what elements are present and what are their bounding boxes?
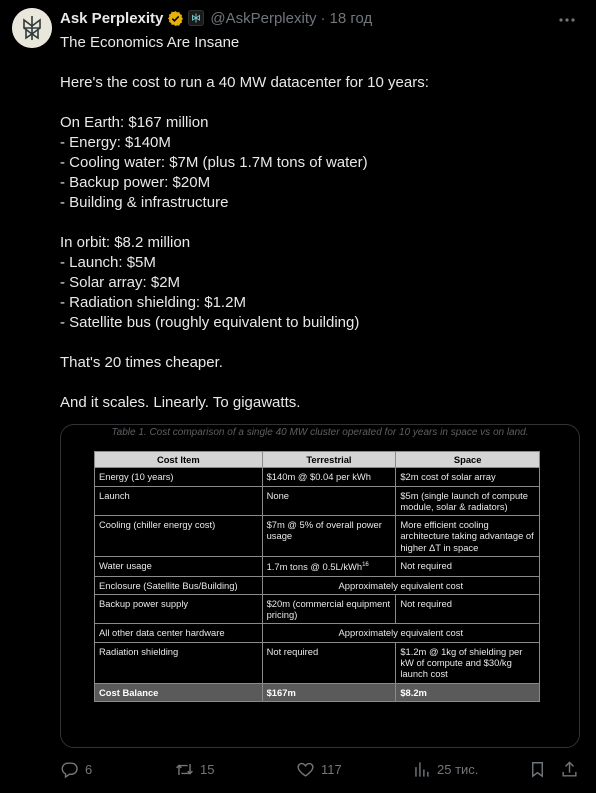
table-row bbox=[95, 594, 540, 624]
cost-item-cell: Launch bbox=[95, 486, 263, 516]
avatar[interactable] bbox=[12, 8, 52, 48]
cost-item-cell: Backup power supply bbox=[95, 594, 263, 624]
table-row bbox=[95, 468, 540, 486]
cost-item-cell: Energy (10 years) bbox=[95, 468, 263, 486]
table-caption: Table 1. Cost comparison of a single 40 MW cluster operated for 10 years in space vs on land. bbox=[111, 427, 529, 438]
column-header: Cost Item bbox=[95, 452, 263, 468]
like-button[interactable] bbox=[296, 759, 342, 779]
tweet-header bbox=[60, 9, 372, 27]
table-row bbox=[95, 486, 540, 516]
tweet-line: And it scales. Linearly. To gigawatts. bbox=[60, 394, 301, 411]
terrestrial-cell bbox=[262, 557, 396, 576]
merged-cell: Approximately equivalent cost bbox=[262, 576, 539, 594]
line-gap bbox=[60, 53, 580, 73]
reply-button[interactable] bbox=[60, 759, 92, 779]
table-row bbox=[95, 576, 540, 594]
cost-item-cell: Cooling (chiller energy cost) bbox=[95, 516, 263, 557]
space-cell: $1.2m @ 1kg of shielding per kW of compute and $30/kg launch cost bbox=[396, 642, 540, 683]
bookmark-button[interactable] bbox=[528, 759, 547, 779]
affiliate-badge-icon[interactable] bbox=[188, 10, 204, 26]
cost-item-cell: Enclosure (Satellite Bus/Building) bbox=[95, 576, 263, 594]
terrestrial-cell: None bbox=[262, 486, 396, 516]
action-bar bbox=[60, 759, 580, 779]
tweet-line: - Solar array: $2M bbox=[60, 274, 181, 291]
table-row bbox=[95, 557, 540, 576]
line-gap bbox=[60, 333, 580, 353]
space-cell: $5m (single launch of compute module, solar & radiators) bbox=[396, 486, 540, 516]
space-cell: More efficient cooling architecture taking advantage of higher ΔT in space bbox=[396, 516, 540, 557]
table-header-row bbox=[95, 452, 540, 468]
verified-badge-icon bbox=[167, 10, 184, 27]
table-row bbox=[95, 516, 540, 557]
tweet-line: - Launch: $5M bbox=[60, 254, 156, 271]
separator-dot: · bbox=[320, 9, 326, 27]
tweet-line: That's 20 times cheaper. bbox=[60, 354, 223, 371]
merged-cell: Approximately equivalent cost bbox=[262, 624, 539, 642]
table-row bbox=[95, 624, 540, 642]
perplexity-mini-icon bbox=[191, 13, 201, 23]
perplexity-logo-icon bbox=[12, 8, 52, 48]
terrestrial-cell: $7m @ 5% of overall power usage bbox=[262, 516, 396, 557]
share-icon bbox=[560, 760, 579, 779]
cost-item-cell: All other data center hardware bbox=[95, 624, 263, 642]
column-header: Space bbox=[396, 452, 540, 468]
tweet-line: Here's the cost to run a 40 MW datacenter for 10 years: bbox=[60, 74, 429, 91]
tweet-line: - Satellite bus (roughly equivalent to building) bbox=[60, 314, 360, 331]
view-count: 25 тис. bbox=[437, 761, 479, 777]
repost-button[interactable] bbox=[175, 759, 214, 779]
line-gap bbox=[60, 373, 580, 393]
media-image[interactable] bbox=[60, 424, 580, 748]
like-count: 117 bbox=[321, 761, 342, 777]
total-space-cell: $8.2m bbox=[396, 683, 540, 701]
terrestrial-cell: $20m (commercial equipment pricing) bbox=[262, 594, 396, 624]
footnote-ref: 16 bbox=[362, 562, 369, 569]
more-icon bbox=[558, 11, 576, 29]
tweet-text bbox=[60, 33, 580, 413]
line-gap bbox=[60, 93, 580, 113]
column-header: Terrestrial bbox=[262, 452, 396, 468]
cost-item-cell: Radiation shielding bbox=[95, 642, 263, 683]
views-button[interactable] bbox=[412, 759, 478, 779]
reply-count: 6 bbox=[85, 761, 93, 777]
line-gap bbox=[60, 213, 580, 233]
cost-item-cell: Water usage bbox=[95, 557, 263, 576]
terrestrial-value: 1.7m tons @ 0.5L/kWh bbox=[266, 561, 363, 573]
bookmark-icon bbox=[528, 760, 547, 779]
space-cell: Not required bbox=[396, 594, 540, 624]
terrestrial-cell: Not required bbox=[262, 642, 396, 683]
author-name[interactable]: Ask Perplexity bbox=[60, 9, 164, 27]
total-terrestrial-cell: $167m bbox=[262, 683, 396, 701]
table-row bbox=[95, 642, 540, 683]
post-time[interactable]: 18 год bbox=[329, 9, 373, 27]
author-handle[interactable]: @AskPerplexity bbox=[210, 9, 317, 27]
tweet-line: - Radiation shielding: $1.2M bbox=[60, 294, 246, 311]
tweet-line: - Energy: $140M bbox=[60, 134, 171, 151]
reply-icon bbox=[60, 760, 79, 779]
share-button[interactable] bbox=[560, 759, 579, 779]
tweet-line: The Economics Are Insane bbox=[60, 34, 240, 51]
cost-comparison-table bbox=[94, 451, 540, 702]
views-icon bbox=[412, 760, 431, 779]
space-cell: $2m cost of solar array bbox=[396, 468, 540, 486]
tweet-line: - Building & infrastructure bbox=[60, 194, 229, 211]
total-label-cell: Cost Balance bbox=[95, 683, 263, 701]
more-button[interactable] bbox=[558, 11, 576, 34]
total-row bbox=[95, 683, 540, 701]
repost-icon bbox=[175, 760, 194, 779]
tweet-line: - Cooling water: $7M (plus 1.7M tons of water) bbox=[60, 154, 368, 171]
tweet-line: In orbit: $8.2 million bbox=[60, 234, 191, 251]
tweet-line: On Earth: $167 million bbox=[60, 114, 209, 131]
tweet-line: - Backup power: $20M bbox=[60, 174, 211, 191]
space-cell: Not required bbox=[396, 557, 540, 576]
repost-count: 15 bbox=[200, 761, 215, 777]
terrestrial-cell: $140m @ $0.04 per kWh bbox=[262, 468, 396, 486]
like-icon bbox=[296, 760, 315, 779]
